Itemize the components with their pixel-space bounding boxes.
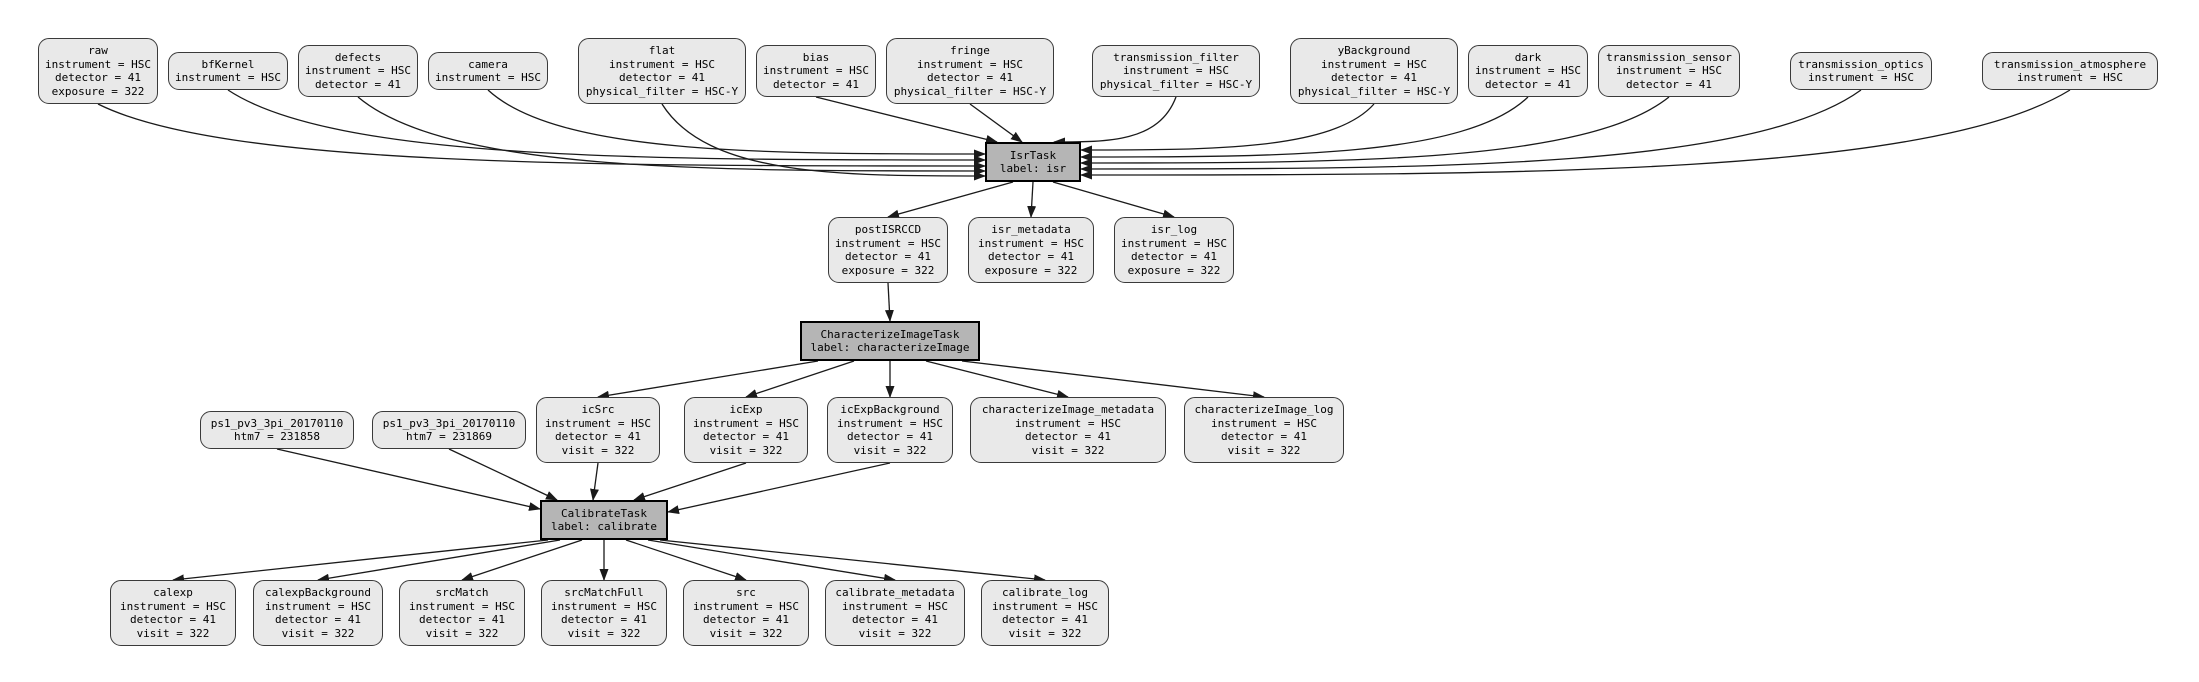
node-attr: physical_filter = HSC-Y [893, 84, 1047, 98]
node-attr: visit = 322 [136, 626, 210, 640]
node-attr: detector = 41 [926, 71, 1014, 84]
node-attr: detector = 41 [1484, 77, 1572, 91]
node-title: transmission_sensor [1606, 50, 1732, 64]
node-attr: detector = 41 [54, 71, 142, 84]
node-attr: detector = 41 [1625, 77, 1713, 91]
node-attr: instrument = HSC [1123, 64, 1229, 78]
node-title: isr_log [1150, 223, 1198, 236]
node-title: transmission_atmosphere [1993, 57, 2147, 71]
node-attr: instrument = HSC [545, 416, 651, 430]
node-title: src [736, 586, 756, 599]
node-attr: detector = 41 [1130, 250, 1218, 263]
node-attr: detector = 41 [618, 71, 706, 84]
node-attr: detector = 41 [702, 430, 790, 443]
edge-calibrate_task-to-calexp [173, 540, 548, 580]
node-attr: visit = 322 [425, 626, 499, 640]
node-title: isr_metadata [991, 223, 1071, 236]
node-title: fringe [950, 44, 990, 57]
task-node-isr_task [985, 142, 1081, 182]
node-title: calibrate_metadata [835, 586, 955, 599]
dataset-node-srcMatch [399, 580, 525, 646]
dataset-node-calexp [110, 580, 236, 646]
node-attr: detector = 41 [560, 613, 648, 626]
edge-characterizeImage_task-to-characterizeImage_metadata [926, 361, 1068, 397]
node-attr: instrument = HSC [1616, 64, 1722, 78]
node-title: bfKernel [201, 57, 255, 71]
edge-characterizeImage_task-to-icSrc [598, 361, 818, 397]
node-attr: instrument = HSC [978, 236, 1084, 250]
dataset-node-transmission_filter [1092, 45, 1260, 97]
node-title: flat [648, 44, 676, 57]
node-attr: htm7 = 231858 [233, 430, 321, 443]
node-attr: instrument = HSC [45, 57, 151, 71]
node-attr: visit = 322 [567, 626, 641, 640]
node-attr: visit = 322 [1008, 626, 1082, 640]
node-attr: instrument = HSC [120, 599, 226, 613]
edge-postISRCCD-to-characterizeImage_task [888, 283, 890, 321]
node-title: postISRCCD [854, 223, 922, 236]
node-attr: physical_filter = HSC-Y [1297, 84, 1451, 98]
node-title: srcMatchFull [564, 586, 644, 599]
task-node-characterizeImage_task [800, 321, 980, 361]
dataset-node-src [683, 580, 809, 646]
node-title: raw [88, 44, 108, 57]
dataset-node-characterizeImage_log [1184, 397, 1344, 463]
node-attr: visit = 322 [709, 443, 783, 457]
node-attr: htm7 = 231869 [405, 430, 493, 443]
node-attr: detector = 41 [129, 613, 217, 626]
edge-raw-to-isr_task [98, 104, 985, 166]
node-attr: instrument = HSC [1475, 64, 1581, 78]
node-attr: instrument = HSC [265, 599, 371, 613]
node-attr: instrument = HSC [1015, 416, 1121, 430]
node-attr: detector = 41 [1330, 71, 1418, 84]
node-attr: visit = 322 [281, 626, 355, 640]
edge-icExpBackground-to-calibrate_task [668, 463, 890, 512]
node-title: CalibrateTask [560, 506, 648, 520]
node-attr: instrument = HSC [1808, 71, 1914, 84]
node-title: camera [468, 57, 508, 71]
edge-dark-to-isr_task [1081, 97, 1528, 157]
dataset-node-transmission_sensor [1598, 45, 1740, 97]
node-attr: instrument = HSC [2017, 71, 2123, 84]
node-title: calexpBackground [265, 586, 371, 599]
dataset-node-icExp [684, 397, 808, 463]
edge-icExp-to-calibrate_task [634, 463, 746, 500]
node-title: yBackground [1337, 44, 1411, 57]
dataset-node-ps1_a [200, 411, 354, 449]
node-attr: instrument = HSC [1211, 416, 1317, 430]
node-attr: visit = 322 [709, 626, 783, 640]
node-attr: instrument = HSC [175, 71, 281, 84]
node-attr: instrument = HSC [1321, 57, 1427, 71]
node-attr: detector = 41 [702, 613, 790, 626]
node-title: CharacterizeImageTask [820, 327, 960, 341]
node-attr: detector = 41 [314, 77, 402, 91]
node-attr: instrument = HSC [837, 416, 943, 430]
node-title: ps1_pv3_3pi_20170110 [210, 416, 344, 430]
dataset-node-icExpBackground [827, 397, 953, 463]
edge-yBackground-to-isr_task [1081, 104, 1374, 150]
node-attr: detector = 41 [418, 613, 506, 626]
node-title: defects [334, 50, 382, 64]
dataset-node-icSrc [536, 397, 660, 463]
dataset-node-calibrate_log [981, 580, 1109, 646]
dataset-node-fringe [886, 38, 1054, 104]
node-attr: instrument = HSC [409, 599, 515, 613]
node-title: dark [1514, 50, 1542, 64]
node-attr: exposure = 322 [1127, 263, 1221, 277]
node-attr: detector = 41 [554, 430, 642, 443]
node-attr: instrument = HSC [763, 64, 869, 78]
node-attr: visit = 322 [858, 626, 932, 640]
edge-isr_task-to-postISRCCD [888, 182, 1013, 217]
edge-fringe-to-isr_task [970, 104, 1022, 142]
edge-ps1_a-to-calibrate_task [277, 449, 540, 509]
node-attr: physical_filter = HSC-Y [585, 84, 739, 98]
node-attr: detector = 41 [772, 77, 860, 91]
node-attr: label: characterizeImage [810, 341, 970, 354]
node-title: calibrate_log [1001, 586, 1089, 599]
dataset-node-calexpBackground [253, 580, 383, 646]
node-title: characterizeImage_log [1194, 403, 1334, 416]
node-title: icSrc [581, 403, 615, 416]
node-title: ps1_pv3_3pi_20170110 [382, 416, 516, 430]
node-attr: physical_filter = HSC-Y [1099, 77, 1253, 91]
node-attr: detector = 41 [274, 613, 362, 626]
node-title: characterizeImage_metadata [981, 403, 1155, 416]
node-attr: detector = 41 [987, 250, 1075, 263]
node-attr: instrument = HSC [992, 599, 1098, 613]
dataset-node-flat [578, 38, 746, 104]
edge-characterizeImage_task-to-characterizeImage_log [962, 361, 1264, 397]
node-attr: detector = 41 [846, 430, 934, 443]
node-attr: label: calibrate [551, 520, 657, 533]
dataset-node-yBackground [1290, 38, 1458, 104]
node-attr: visit = 322 [1031, 443, 1105, 457]
edge-icSrc-to-calibrate_task [593, 463, 598, 500]
node-attr: instrument = HSC [551, 599, 657, 613]
dataset-node-isr_metadata [968, 217, 1094, 283]
dataset-node-camera [428, 52, 548, 90]
node-attr: instrument = HSC [693, 416, 799, 430]
node-attr: exposure = 322 [51, 84, 145, 98]
task-node-calibrate_task [540, 500, 668, 540]
node-title: icExp [729, 403, 763, 416]
dataset-node-transmission_atmosphere [1982, 52, 2158, 90]
node-attr: instrument = HSC [1121, 236, 1227, 250]
node-attr: exposure = 322 [984, 263, 1078, 277]
node-attr: instrument = HSC [305, 64, 411, 78]
dataset-node-dark [1468, 45, 1588, 97]
dataset-node-characterizeImage_metadata [970, 397, 1166, 463]
dataset-node-bfKernel [168, 52, 288, 90]
node-attr: exposure = 322 [841, 263, 935, 277]
node-attr: label: isr [999, 162, 1067, 175]
node-attr: detector = 41 [844, 250, 932, 263]
node-attr: visit = 322 [853, 443, 927, 457]
edge-calibrate_task-to-calibrate_log [660, 540, 1045, 580]
dataset-node-raw [38, 38, 158, 104]
node-attr: visit = 322 [561, 443, 635, 457]
dataset-node-bias [756, 45, 876, 97]
node-attr: visit = 322 [1227, 443, 1301, 457]
edge-isr_task-to-isr_metadata [1031, 182, 1033, 217]
dataset-node-isr_log [1114, 217, 1234, 283]
dataset-node-transmission_optics [1790, 52, 1932, 90]
node-attr: detector = 41 [1220, 430, 1308, 443]
node-attr: instrument = HSC [693, 599, 799, 613]
node-attr: instrument = HSC [917, 57, 1023, 71]
node-attr: detector = 41 [1001, 613, 1089, 626]
node-title: bias [802, 50, 830, 64]
edge-transmission_sensor-to-isr_task [1081, 97, 1669, 163]
node-title: calexp [153, 586, 193, 599]
node-title: transmission_optics [1798, 57, 1924, 71]
dataset-node-calibrate_metadata [825, 580, 965, 646]
node-attr: detector = 41 [851, 613, 939, 626]
node-title: srcMatch [435, 586, 489, 599]
dataset-node-srcMatchFull [541, 580, 667, 646]
node-attr: instrument = HSC [842, 599, 948, 613]
node-attr: detector = 41 [1024, 430, 1112, 443]
edge-transmission_filter-to-isr_task [1054, 97, 1176, 142]
edge-transmission_optics-to-isr_task [1081, 90, 1861, 169]
dataset-node-ps1_b [372, 411, 526, 449]
dataset-node-postISRCCD [828, 217, 948, 283]
node-title: IsrTask [1009, 148, 1057, 162]
node-title: icExpBackground [840, 403, 940, 416]
node-attr: instrument = HSC [609, 57, 715, 71]
edge-characterizeImage_task-to-icExp [746, 361, 854, 397]
edge-isr_task-to-isr_log [1053, 182, 1174, 217]
node-attr: instrument = HSC [435, 71, 541, 84]
dataset-node-defects [298, 45, 418, 97]
node-attr: instrument = HSC [835, 236, 941, 250]
node-title: transmission_filter [1113, 50, 1239, 64]
